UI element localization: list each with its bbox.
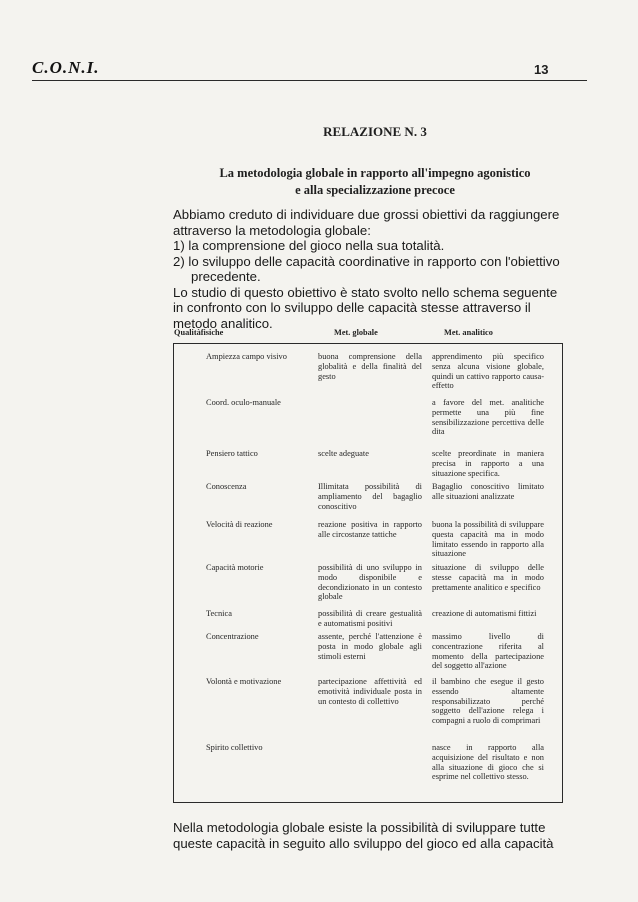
cell-global: possibilità di creare gestualità e automatismi positivi [318, 609, 422, 628]
closing-paragraph: Nella metodologia globale esiste la possibilità di sviluppare tutte queste capacità in seguito allo sviluppo del gioco ed alla capacità [173, 820, 554, 851]
cell-quality: Volontà e motivazione [206, 677, 282, 686]
intro-paragraph-2: Lo studio di questo obiettivo è stato svolto nello schema seguente in confronto con lo sviluppo delle capacità stesse attraverso il metodo analitico. [173, 284, 558, 331]
cell-quality: Ampiezza campo visivo [206, 352, 287, 361]
intro-text [173, 207, 565, 331]
cell-global: partecipazione affettività ed emotività individuale posta in un contesto di collettivo [318, 677, 422, 706]
header-divider [32, 80, 587, 81]
cell-analytic: il bambino che esegue il gesto essendo altamente responsabilizzato perché soggetto dell'azione relega i compagni a ruolo di comprimari [432, 677, 544, 726]
cell-quality: Conoscenza [206, 482, 247, 491]
column-header-global: Met. globale [334, 328, 378, 337]
cell-global: possibilità di uno sviluppo in modo disponibile e decondizionato in un contesto globale [318, 563, 422, 602]
cell-analytic: a favore del met. analitiche permette una più fine sensibilizzazione percettiva delle dita [432, 398, 544, 437]
cell-quality: Concentrazione [206, 632, 259, 641]
subtitle-line-2: e alla specializzazione precoce [295, 183, 455, 197]
cell-global: buona comprensione della globalità e della finalità del gesto [318, 352, 422, 381]
objective-item-2: 2) lo sviluppo delle capacità coordinative in rapporto con l'obiettivo precedente. [173, 253, 560, 284]
cell-quality: Velocità di reazione [206, 520, 273, 529]
cell-analytic: Bagaglio conoscitivo limitato alle situazioni analizzate [432, 482, 544, 501]
cell-global: assente, perché l'attenzione è posta in modo globale agli stimoli esterni [318, 632, 422, 661]
cell-quality: Tecnica [206, 609, 232, 618]
cell-global: scelte adeguate [318, 449, 369, 458]
brand-logo: C.O.N.I. [32, 58, 100, 77]
subtitle-line-1: La metodologia globale in rapporto all'impegno agonistico [219, 166, 531, 180]
cell-global: reazione positiva in rapporto alle circostanze tattiche [318, 520, 422, 539]
cell-quality: Coord. oculo-manuale [206, 398, 281, 407]
column-header-qualities: Qualitàfisiche [174, 328, 224, 337]
cell-quality: Spirito collettivo [206, 743, 263, 752]
cell-analytic: situazione di sviluppo delle stesse capacità ma in modo prettamente analitico e specifico [432, 563, 544, 592]
page-number: 13 [534, 62, 549, 77]
cell-analytic: apprendimento più specifico senza alcuna visione globale, quindi un cattivo rapporto causa-effetto [432, 352, 544, 391]
cell-analytic: scelte preordinate in maniera precisa in rapporto a una situazione specifica. [432, 449, 544, 478]
report-subtitle [150, 165, 600, 199]
cell-analytic: nasce in rapporto alla acquisizione del risultato e non alla situazione di gioco che si esprime nel collettivo stesso. [432, 743, 544, 782]
table-header [0, 328, 638, 342]
cell-analytic: buona la possibilità di sviluppare questa capacità ma in modo limitato essendo in rapporto alla situazione [432, 520, 544, 559]
cell-analytic: creazione di automatismi fittizi [432, 609, 537, 618]
cell-quality: Capacità motorie [206, 563, 264, 572]
objective-item-1: 1) la comprensione del gioco nella sua totalità. [173, 238, 445, 253]
column-header-analytic: Met. analitico [444, 328, 493, 337]
intro-paragraph-1: Abbiamo creduto di individuare due grossi obiettivi da raggiungere attraverso la metodologia globale: [173, 207, 560, 238]
cell-analytic: massimo livello di concentrazione riferita al momento della partecipazione del soggetto all'azione [432, 632, 544, 671]
report-title: RELAZIONE N. 3 [323, 124, 427, 139]
cell-quality: Pensiero tattico [206, 449, 258, 458]
cell-global: Illimitata possibilità di ampliamento del bagaglio conoscitivo [318, 482, 422, 511]
